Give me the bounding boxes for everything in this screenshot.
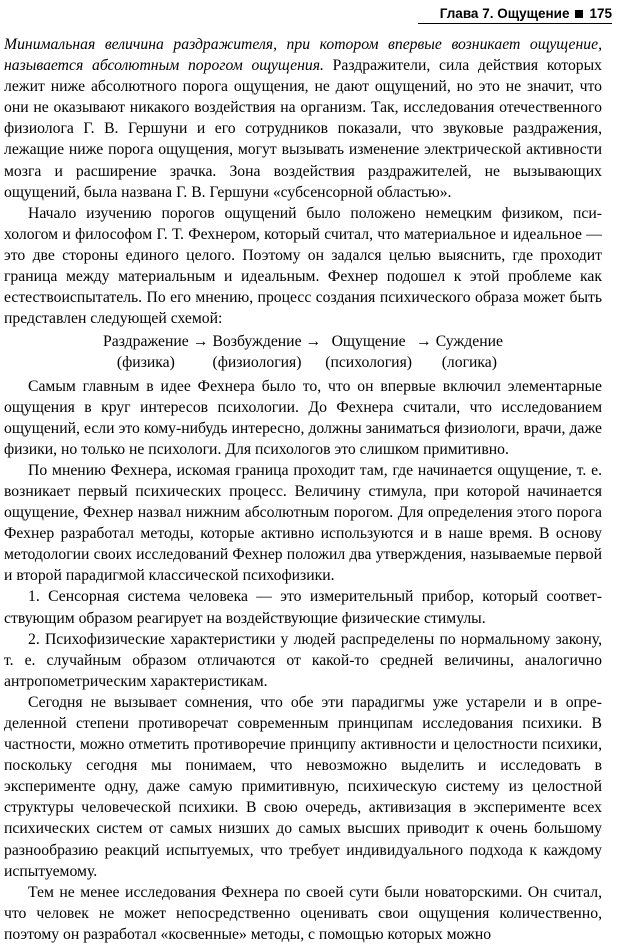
scheme-stage-3: Ощущение xyxy=(331,333,406,351)
paragraph-paradigm-1: 1. Сенсорная система человека — это измерительный прибор, который соответствующим образом реагирует на воздействующие физические стимулы. xyxy=(4,588,602,627)
paragraph-main-idea: Самым главным в идее Фехнера было то, что он впервые включил элементарные ощущения в круг интересов психологии. До Фехнера считали, что исследованием ощущений, если это кому-нибудь интересно, должны заниматься физиологи, врачи, даже физики, но только не психологи. Для психологов это слишком примитивно. xyxy=(4,377,602,458)
paragraph-definition xyxy=(4,34,602,203)
scheme-arrow-icon: → xyxy=(305,333,322,351)
page-body xyxy=(4,26,602,945)
chapter-title: Глава 7. Ощущение xyxy=(439,6,570,21)
scheme-science-4: (логика) xyxy=(441,354,497,372)
paragraph-paradigm-2: 2. Психофизические характеристики у людей распределены по нормальному закону, т. е. случайным образом отличаются от какой-то средней величины, аналогично антропометрическим характеристикам. xyxy=(4,630,602,690)
fechner-scheme xyxy=(4,331,602,373)
paragraph-fechner-intro: Начало изучению порогов ощущений было положено немецким физиком, психологом и философом Г. Т. Фехнером, который считал, что материальное и идеальное — это две стороны единого целого. Поэтому он задался целью выяснить, где проходит граница между материальным и идеальным. Фехнер подошел к этой проблеме как естествоиспытатель. По его мнению, процесс создания психического образа может быть представлен следующей схемой: xyxy=(4,204,602,328)
scheme-science-2: (физиология) xyxy=(212,354,302,372)
scheme-arrow-icon: → xyxy=(416,333,432,351)
scheme-stage-2: Возбуждение xyxy=(212,333,302,351)
scheme-stage-4: Суждение xyxy=(435,333,503,351)
page-number: 175 xyxy=(589,6,612,21)
scheme-science-3: (психология) xyxy=(325,354,413,372)
running-header xyxy=(440,6,612,21)
square-bullet-icon xyxy=(575,10,583,18)
scheme-arrow-icon: → xyxy=(192,333,209,351)
header-rule xyxy=(418,23,612,24)
paragraph-methods: Тем не менее исследования Фехнера по своей сути были новаторскими. Он считал, что человек не может непосредственно оценивать свои ощущения количественно, поэтому он разработал «косвенные» методы, с помощью которых можно xyxy=(4,883,602,943)
definition-text: Раздражители, сила действия которых лежит ниже абсолютного порога ощущения, не дают ощущений, но это не значит, что они не оказывают никакого воздействия на организм. Так, исследования отечественного физиолога Г. В. Гершуни и его сотрудников показали, что звуковые раздражения, лежащие ниже порога ощущения, могут вызывать изменение электрической активности мозга и расширение зрачка. Зона воздействия раздражителей, не вызывающих ощущений, была названа Г. В. Гершуни «субсенсорной областью». xyxy=(4,57,603,201)
paragraph-critique: Сегодня не вызывает сомнения, что обе эти парадигмы уже устарели и в определенной степени противоречат современным принципам исследования психики. В частности, можно отметить противоречие принципу активности и целостности психики, поскольку сегодня мы понимаем, что невозможно выделить и исследовать в эксперименте одну, даже самую примитивную, психическую систему из целостной структуры человеческой психики. В свою очередь, активизация в эксперименте всех психических систем от самых низших до самых высших приводит к очень большому разнообразию реакций испытуемых, что требует индивидуального подхода к каждому испытуемому. xyxy=(4,693,602,880)
paragraph-threshold: По мнению Фехнера, искомая граница проходит там, где начинается ощущение, т. е. возникает первый психических процесс. Величину стимула, при которой начинается ощущение, Фехнер назвал нижним абсолютным порогом. Для определения этого порога Фехнер разработал методы, которые активно используются и в наше время. В основу методологии своих исследований Фехнер положил два утверждения, называемые первой и второй парадигмой классической психофизики. xyxy=(4,461,602,585)
scheme-science-1: (физика) xyxy=(116,354,175,372)
definition-italic: Минимальная величина раздражителя, при котором впервые возникает ощущение, называется абсолютным порогом ощущения. xyxy=(4,36,602,75)
scheme-stage-1: Раздражение xyxy=(103,333,189,351)
